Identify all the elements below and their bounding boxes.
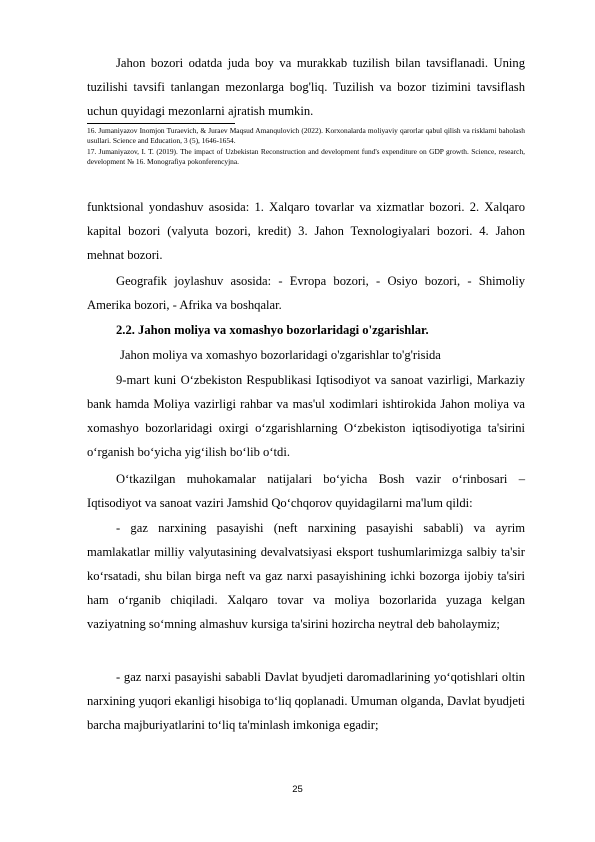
footnote-separator: [87, 123, 235, 124]
footnote-17: 17. Jumaniyazov, I. T. (2019). The impact of Uzbekistan Reconstruction and development fund's expenditure on GDP growth. Science, research, development № 16. Monografiya pokonferencyjna.: [87, 147, 525, 166]
paragraph-geographic: Geografik joylashuv asosida: - Evropa bozori, - Osiyo bozori, - Shimoliy Amerika bozori, - Afrika va boshqalar.: [87, 274, 525, 312]
page-number: 25: [292, 784, 303, 795]
intro-paragraph: Jahon bozori odatda juda boy va murakkab tuzilish bilan tavsiflanadi. Uning tuzilishi tavsifi tanlangan mezonlarga bog'liq. Tuzilish va bozor tizimini tavsiflash uchun quyidagi mezonlarni ajratish mumkin.: [87, 56, 525, 118]
paragraph-meeting: 9-mart kuni O‘zbekiston Respublikasi Iqtisodiyot va sanoat vazirligi, Markaziy bank hamda Moliya vazirligi rahbar va mas'ul xodimlari ishtirokida Jahon moliya va xomashyo bozorlaridagi oxirgi o‘zgarishlarning O‘zbekiston iqtisodiyotiga ta'sirini o‘rganish bo‘yicha yig‘ilish bo‘lib o‘tdi.: [87, 373, 525, 459]
paragraph-gas-price: - gaz narxining pasayishi (neft narxining pasayishi sababli) va ayrim mamlakatlar milliy valyutasining devalvatsiyasi eksport tushumlarimizga salbiy ta'sir ko‘rsatadi, shu bilan birga neft va gaz narxi pasayishining ichki bozorga ijobiy ta'siri ham o‘rganib chiqiladi. Xalqaro tovar va moliya bozorlarida yuzaga kelgan vaziyatning so‘mning almashuv kursiga ta'sirini hozircha neytral deb baholaymiz;: [87, 521, 525, 631]
section-subheading: Jahon moliya va xomashyo bozorlaridagi o'zgarishlar to'g'risida: [120, 348, 441, 362]
paragraph-functional-approach: funktsional yondashuv asosida: 1. Xalqaro tovarlar va xizmatlar bozori. 2. Xalqaro kapital bozori (valyuta bozori, kredit) 3. Jahon Texnologiyalari bozori. 4. Jahon mehnat bozori.: [87, 200, 525, 262]
footnote-16: 16. Jumaniyazov Inomjon Turaevich, & Juraev Maqsud Amanqulovich (2022). Korxonalarda moliyaviy qarorlar qabul qilish va risklarni baholash usullari. Science and Education, 3 (5), 1646-1654.: [87, 126, 525, 145]
section-heading: 2.2. Jahon moliya va xomashyo bozorlaridagi o'zgarishlar.: [116, 323, 429, 337]
paragraph-minister: O‘tkazilgan muhokamalar natijalari bo‘yicha Bosh vazir o‘rinbosari – Iqtisodiyot va sanoat vaziri Jamshid Qo‘chqorov quyidagilarni ma'lum qildi:: [87, 472, 525, 510]
paragraph-budget: - gaz narxi pasayishi sababli Davlat byudjeti daromadlarining yo‘qotishlari oltin narxining yuqori ekanligi hisobiga to‘liq qoplanadi. Umuman olganda, Davlat byudjeti barcha majburiyatlarini to‘liq ta'minlash imkoniga egadir;: [87, 670, 525, 732]
